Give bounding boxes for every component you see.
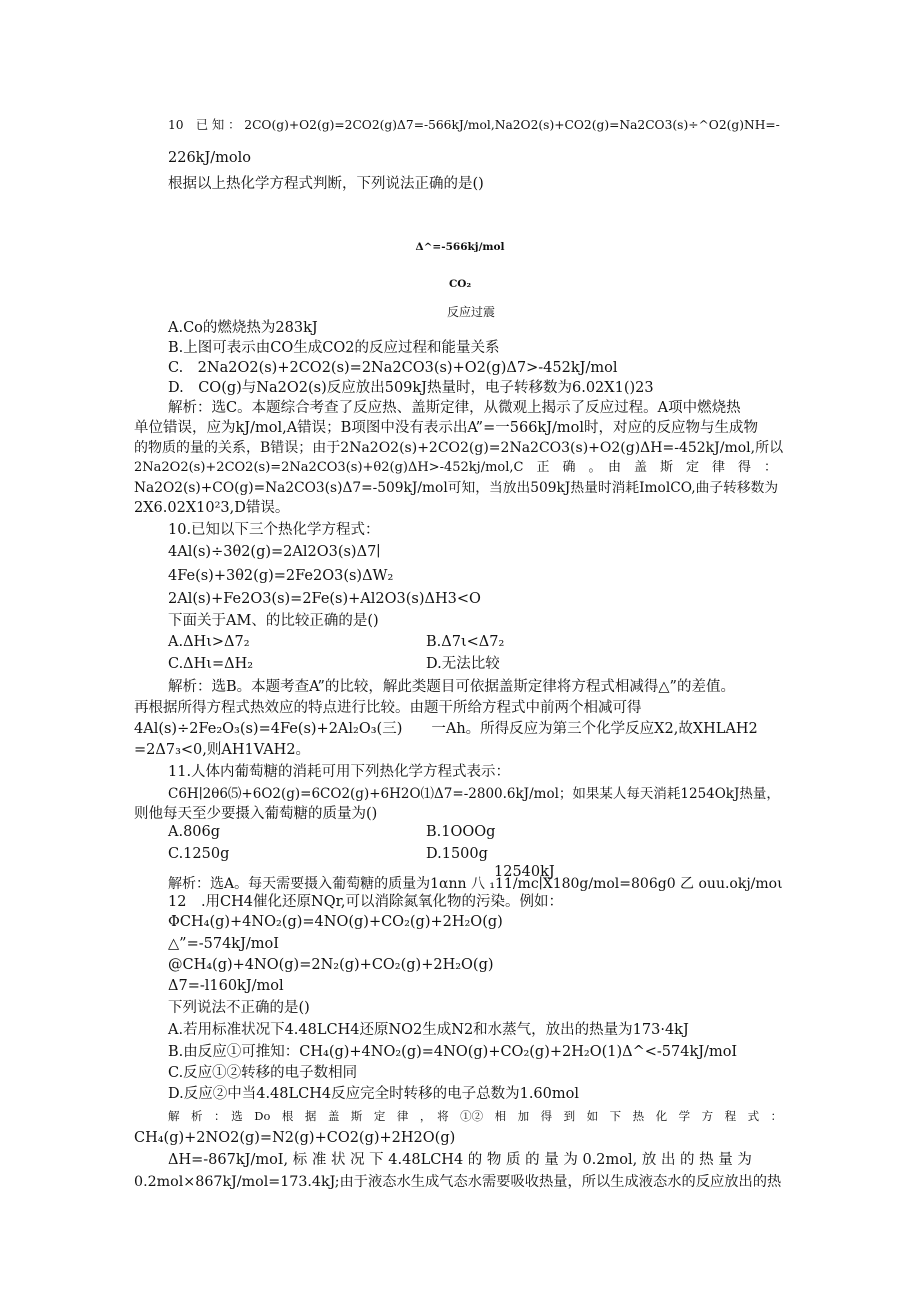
q10b-analysis-1: 解析：选B。本题考查A”的比较，解此类题目可依据盖斯定律将方程式相减得△”的差值。 bbox=[168, 679, 735, 695]
q10-line1: 10 已 知 ： 2CO(g)+O2(g)=2CO2(g)Δ7=-566kJ/mol,Na2O2(s)+CO2(g)=Na2CO3(s)÷^O2(g)NH=- bbox=[168, 118, 780, 132]
q10b-eq1: 4Al(s)÷3θ2(g)=2Al2O3(s)Δ7∣ bbox=[168, 544, 381, 560]
q10-option-b: B.上图可表示由CO生成CO2的反应过程和能量关系 bbox=[168, 340, 500, 356]
q11-fraction-numerator: 12540kJ bbox=[494, 864, 555, 880]
q11-title: 11.人体内葡萄糖的消耗可用下列热化学方程式表示： bbox=[168, 764, 511, 780]
q12-analysis-2: CH₄(g)+2NO2(g)=N2(g)+CO2(g)+2H2O(g) bbox=[134, 1130, 456, 1146]
q10b-option-b: B.Δ7ι<Δ7₂ bbox=[426, 634, 505, 650]
q11-stem: 则他每天至少要摄入葡萄糖的质量为() bbox=[134, 806, 378, 822]
figure-label-dh: Δ^=-566kj/mol bbox=[415, 241, 505, 253]
q12-eq2-dh: Δ7=-l160kJ/mol bbox=[168, 978, 284, 994]
q10-line2: 226kJ/molo bbox=[168, 150, 252, 166]
q10-stem: 根据以上热化学方程式判断，下列说法正确的是() bbox=[168, 176, 484, 192]
q11-option-a: A.806g bbox=[168, 824, 221, 840]
q12-eq1: ΦCH₄(g)+4NO₂(g)=4NO(g)+CO₂(g)+2H₂O(g) bbox=[168, 914, 503, 930]
q10b-eq2: 4Fe(s)+3θ2(g)=2Fe2O3(s)ΔW₂ bbox=[168, 568, 394, 584]
q12-analysis-4: 0.2mol×867kJ/mol=173.4kJ;由于液态水生成气态水需要吸收热量，所以生成液态水的反应放出的热 bbox=[134, 1174, 782, 1190]
q12-option-c: C.反应①②转移的电子数相同 bbox=[168, 1065, 358, 1081]
q12-option-b: B.由反应①可推知：CH₄(g)+4NO₂(g)=4NO(g)+CO₂(g)+2H₂O(1)Δ^<-574kJ/moI bbox=[168, 1044, 738, 1060]
q10-analysis-4: 2Na2O2(s)+2CO2(s)=2Na2CO3(s)+θ2(g)ΔH>-452kj/mol,C 正 确 。 由 盖 斯 定 律 得 ： bbox=[134, 460, 777, 475]
q10-option-a: A.Co的燃烧热为283kJ bbox=[168, 320, 318, 336]
q10-analysis-6: 2X6.02X10²3,D错误。 bbox=[134, 500, 290, 516]
q10b-option-d: D.无法比较 bbox=[426, 656, 500, 672]
q10-analysis-5: Na2O2(s)+CO(g)=Na2CO3(s)Δ7=-509kJ/mol可知，当放出509kJ热量时消耗ImolCO,曲子转移数为 bbox=[134, 480, 779, 496]
q11-equation: C6H∣2θ6⑸+6O2(g)=6CO2(g)+6H2O⑴Δ7=-2800.6kJ/mol；如果某人每天消耗1254OkJ热量， bbox=[168, 786, 780, 802]
q10b-analysis-2: 再根据所得方程式热效应的特点进行比较。由题干所给方程式中前两个相减可得 bbox=[134, 700, 642, 716]
q12-analysis-3: ΔH=-867kJ/moI, 标 准 状 况 下 4.48LCH4 的 物 质 的 量 为 0.2mol, 放 出 的 热 量 为 bbox=[168, 1152, 752, 1168]
figure-caption: 反应过震 bbox=[447, 305, 496, 319]
q12-analysis-1: 解 析 ： 选 Do 根 据 盖 斯 定 律 ， 将 ①② 相 加 得 到 如 下 热 化 学 方 程 式 ： bbox=[168, 1109, 783, 1123]
q10-analysis-1: 解析：选C。本题综合考查了反应热、盖斯定律，从微观上揭示了反应过程。A项中燃烧热 bbox=[168, 400, 741, 416]
q12-eq2: @CH₄(g)+4NO(g)=2N₂(g)+CO₂(g)+2H₂O(g) bbox=[168, 957, 494, 973]
q12-title: 12 .用CH4催化还原NQr,可以消除氮氧化物的污染。例如： bbox=[168, 894, 564, 910]
q10b-analysis-4: =2Δ7₃<0,则AH1VAH2。 bbox=[134, 742, 311, 758]
q10b-option-c: C.ΔHι=ΔH₂ bbox=[168, 656, 254, 672]
q10-option-d: D. CO(g)与Na2O2(s)反应放出509kJ热量时，电子转移数为6.02X1()23 bbox=[168, 380, 654, 396]
figure-label-co2: CO₂ bbox=[448, 278, 472, 290]
q12-stem: 下列说法不正确的是() bbox=[168, 1000, 310, 1016]
q10b-option-a: A.ΔHι>Δ7₂ bbox=[168, 634, 250, 650]
q12-option-a: A.若用标准状况下4.48LCH4还原NO2生成N2和水蒸气，放出的热量为173·4kJ bbox=[168, 1022, 689, 1038]
q10b-title: 10.已知以下三个热化学方程式： bbox=[168, 522, 380, 538]
q10-option-c: C. 2Na2O2(s)+2CO2(s)=2Na2CO3(s)+O2(g)Δ7>-452kJ/mol bbox=[168, 360, 618, 376]
q10b-analysis-3: 4Al(s)÷2Fe₂O₃(s)=4Fe(s)+2Al₂O₃(三) 一Ah。所得反应为第三个化学反应X2,故XHLAH2 bbox=[134, 721, 758, 737]
q10b-stem: 下面关于AM、的比较正确的是() bbox=[168, 613, 379, 629]
q11-analysis: 解析：选A。每天需要摄入葡萄糖的质量为1αnn 八 ₁11/mc∣X180g/mol=806g0 乙 ouu.οkj/moι bbox=[168, 876, 783, 892]
q11-option-b: B.1OOOg bbox=[426, 824, 496, 840]
q10-analysis-3: 的物质的量的关系，B错误；由于2Na2O2(s)+2CO2(g)=2Na2CO3(s)+O2(g)ΔH=-452kJ/mol,所以 bbox=[134, 440, 784, 456]
q12-eq1-dh: △”=-574kJ/moI bbox=[168, 936, 279, 952]
q10-analysis-2: 单位错误，应为kJ/mol,A错误；B项图中没有表示出A”=一566kJ/mol时，对应的反应物与生成物 bbox=[134, 420, 759, 436]
q12-option-d: D.反应②中当4.48LCH4反应完全时转移的电子总数为1.60mol bbox=[168, 1086, 579, 1102]
q10b-eq3: 2Al(s)+Fe2O3(s)=2Fe(s)+Al2O3(s)ΔH3<O bbox=[168, 591, 481, 607]
q11-option-c: C.1250g bbox=[168, 846, 230, 862]
q11-option-d: D.1500g bbox=[426, 846, 488, 862]
